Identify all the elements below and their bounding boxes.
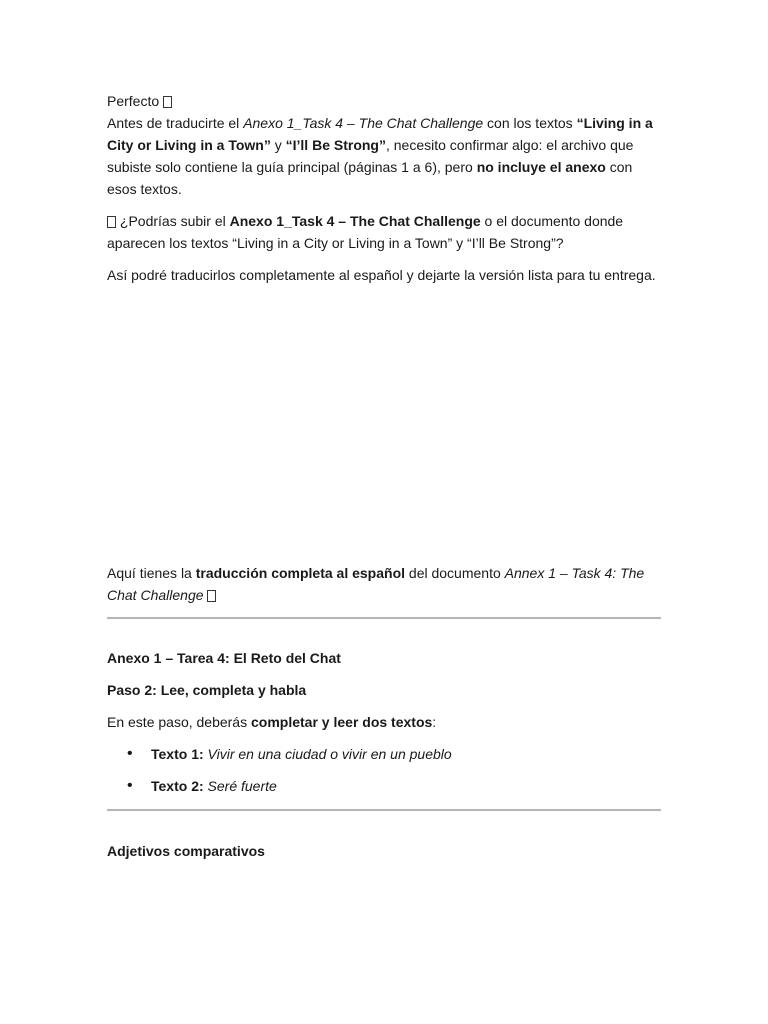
horizontal-divider <box>107 809 661 811</box>
horizontal-divider <box>107 617 661 619</box>
heading-paso: Paso 2: Lee, completa y habla <box>107 682 307 698</box>
intro-paragraph-3: Así podré traducirlos completamente al español y dejarte la versión lista para tu entrega. <box>107 267 656 283</box>
emoji-placeholder-icon <box>163 96 172 108</box>
intro-section <box>107 90 663 286</box>
heading-adjetivos: Adjetivos comparativos <box>107 843 265 859</box>
intro-paragraph-2: ¿Podrías subir el Anexo 1_Task 4 – The Chat Challenge o el documento donde aparecen los textos “Living in a City or Living in a Town” y “I’ll Be Strong”? <box>107 213 624 251</box>
translation-intro <box>107 562 663 606</box>
intro-greeting: Perfecto <box>107 90 663 112</box>
translation-paragraph: Aquí tienes la traducción completa al español del documento Annex 1 – Task 4: The Chat Challenge <box>107 565 645 603</box>
step-paragraph: En este paso, deberás completar y leer dos textos: <box>107 714 437 730</box>
intro-paragraph-1: Antes de traducirte el Anexo 1_Task 4 – The Chat Challenge con los textos “Living in a City or Living in a Town” y “I’ll Be Strong”, necesito confirmar algo: el archivo que subiste solo contiene la guía principal (páginas 1 a 6), pero no incluye el anexo con esos textos. <box>107 115 653 197</box>
list-item: • Texto 2: Seré fuerte <box>107 775 663 807</box>
list-item: • Texto 1: Vivir en una ciudad o vivir en un pueblo <box>107 743 663 775</box>
emoji-placeholder-icon <box>207 590 216 602</box>
texts-list <box>107 743 663 807</box>
translation-section <box>107 647 663 807</box>
heading-anexo: Anexo 1 – Tarea 4: El Reto del Chat <box>107 650 341 666</box>
comparatives-section <box>107 840 663 862</box>
emoji-placeholder-icon <box>107 216 116 228</box>
